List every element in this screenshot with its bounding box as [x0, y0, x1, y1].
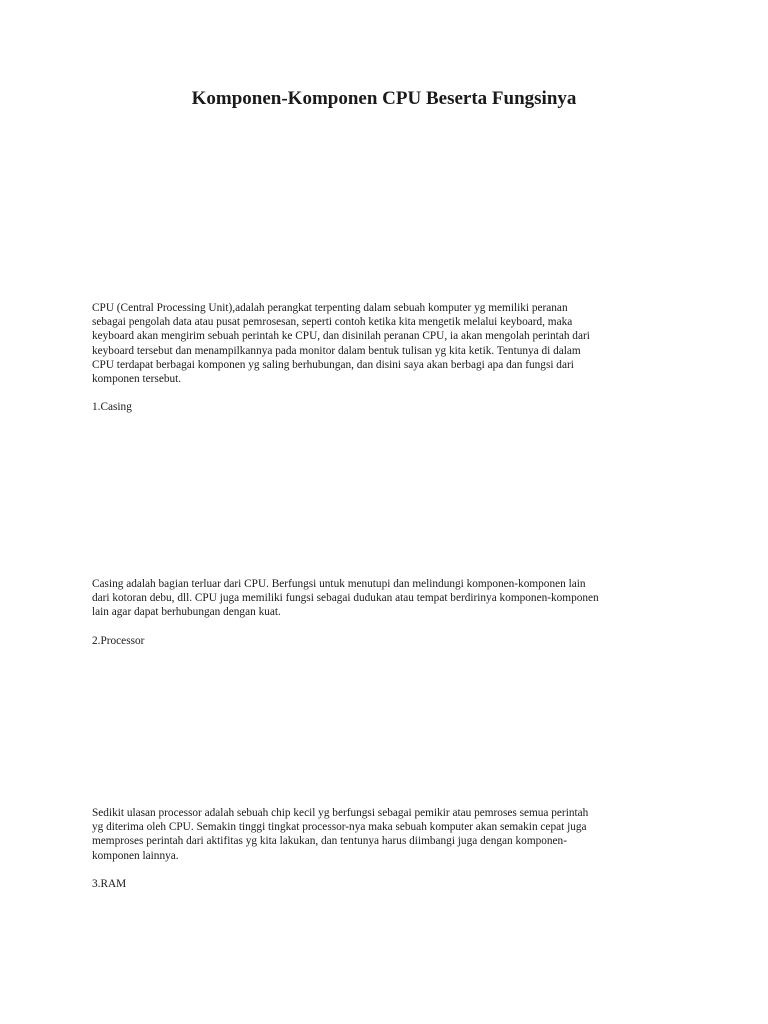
- paragraph-line: lain agar dapat berhubungan dengan kuat.: [92, 606, 281, 619]
- intro-paragraph: [92, 301, 682, 386]
- casing-paragraph: [92, 577, 682, 620]
- blank-image-area: [92, 655, 682, 800]
- intro-line: CPU terdapat berbagai komponen yg saling berhubungan, dan disini saya akan berbagi apa dan fungsi dari: [92, 358, 574, 371]
- intro-line: CPU (Central Processing Unit),adalah perangkat terpenting dalam sebuah komputer yg memiliki peranan: [92, 302, 568, 314]
- blank-image-area: [92, 420, 682, 570]
- intro-line: keyboard tersebut dan menampilkannya pada monitor dalam bentuk tulisan yg kita ketik. Tentunya di dalam: [92, 344, 581, 357]
- paragraph-line: Casing adalah bagian terluar dari CPU. Berfungsi untuk menutupi dan melindungi komponen-komponen lain: [92, 578, 586, 590]
- intro-line: sebagai pengolah data atau pusat pemrosesan, seperti contoh ketika kita mengetik melalui keyboard, maka: [92, 316, 573, 329]
- paragraph-line: Sedikit ulasan processor adalah sebuah chip kecil yg berfungsi sebagai pemikir atau pemroses semua perintah: [92, 807, 589, 819]
- paragraph-line: yg diterima oleh CPU. Semakin tinggi tingkat processor-nya maka sebuah komputer akan semakin cepat juga: [92, 821, 587, 834]
- processor-paragraph: [92, 806, 682, 863]
- paragraph-line: komponen lainnya.: [92, 849, 179, 862]
- intro-line: komponen tersebut.: [92, 373, 182, 386]
- blank-image-area: [92, 125, 682, 295]
- paragraph-line: memproses perintah dari aktifitas yg kita lakukan, dan tentunya harus diimbangi juga dengan komponen-: [92, 835, 567, 848]
- section-heading-processor: 2.Processor: [92, 635, 145, 647]
- paragraph-line: dari kotoran debu, dll. CPU juga memiliki fungsi sebagai dudukan atau tempat berdirinya komponen-komponen: [92, 592, 599, 605]
- intro-line: keyboard akan mengirim sebuah perintah ke CPU, dan disinilah peranan CPU, ia akan mengolah perintah dari: [92, 330, 590, 343]
- section-heading-ram: 3.RAM: [92, 878, 127, 890]
- section-heading-casing: 1.Casing: [92, 401, 132, 413]
- page-title: Komponen-Komponen CPU Beserta Fungsinya: [191, 88, 577, 109]
